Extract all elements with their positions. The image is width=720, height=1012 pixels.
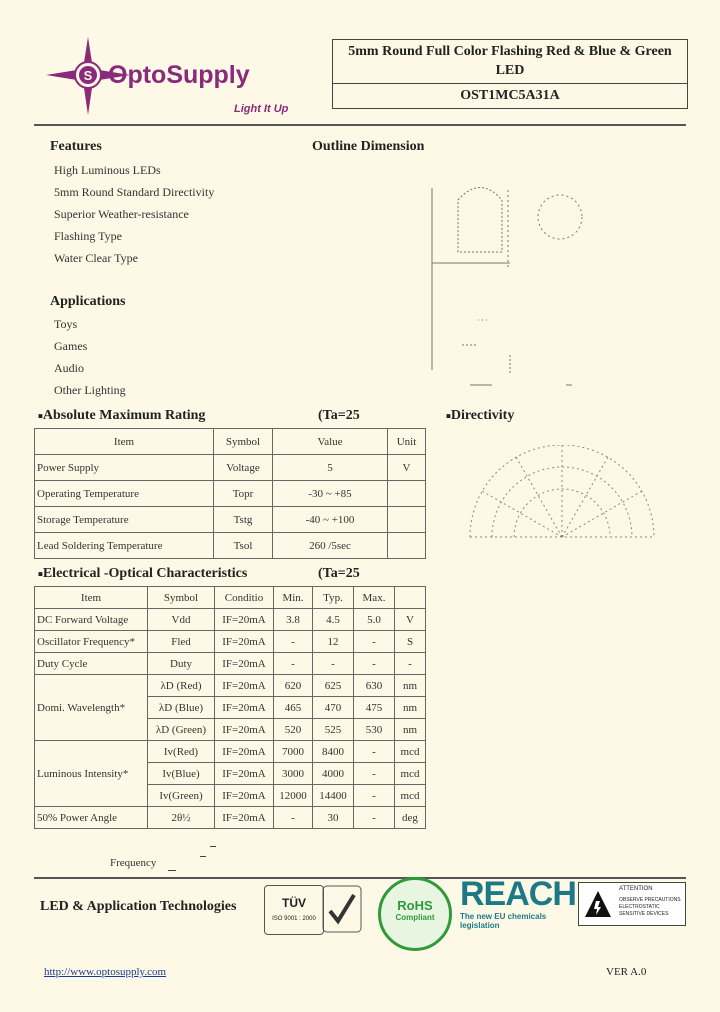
tuv-sub-label: ISO 9001 : 2000 — [272, 916, 316, 922]
directivity-heading — [446, 408, 514, 424]
table-row — [35, 533, 426, 559]
table-cell: Duty Cycle — [35, 653, 148, 675]
table-cell: - — [395, 653, 426, 675]
table-cell: 12 — [313, 631, 354, 653]
list-item: High Luminous LEDs — [54, 163, 161, 177]
electrical-table — [34, 586, 426, 829]
column-header: Conditio — [215, 587, 274, 609]
table-cell: V — [395, 609, 426, 631]
table-cell: - — [354, 807, 395, 829]
applications-list — [54, 317, 126, 405]
column-header: Symbol — [148, 587, 215, 609]
list-item: Audio — [54, 361, 84, 375]
note-dash — [210, 846, 216, 847]
features-list — [54, 163, 214, 273]
table-row — [35, 455, 426, 481]
table-cell: S — [395, 631, 426, 653]
table-cell: 465 — [274, 697, 313, 719]
esd-warning-box — [578, 882, 686, 926]
table-cell: IF=20mA — [215, 763, 274, 785]
column-header: Symbol — [214, 429, 273, 455]
esd-warning-icon — [583, 889, 613, 919]
table-row — [35, 653, 426, 675]
list-item: Flashing Type — [54, 229, 122, 243]
bullet-icon: ■ — [446, 411, 451, 421]
table-cell: IF=20mA — [215, 609, 274, 631]
table-cell: Iv(Red) — [148, 741, 215, 763]
table-cell: 2θ½ — [148, 807, 215, 829]
reach-label: REACH — [460, 875, 576, 913]
table-cell: - — [354, 653, 395, 675]
table-cell: Power Supply — [35, 455, 214, 481]
column-header: Typ. — [313, 587, 354, 609]
column-header: Item — [35, 429, 214, 455]
table-cell: - — [354, 763, 395, 785]
reach-sub-label: The new EU chemicals legislation — [460, 912, 547, 930]
features-heading: Features — [50, 139, 102, 154]
table-cell: DC Forward Voltage — [35, 609, 148, 631]
list-item: Other Lighting — [54, 383, 126, 397]
table-cell: 620 — [274, 675, 313, 697]
table-row — [35, 609, 426, 631]
table-cell: 3.8 — [274, 609, 313, 631]
table-cell: 470 — [313, 697, 354, 719]
table-cell: V — [388, 455, 426, 481]
brand-name: OptoSupply — [108, 61, 250, 89]
brand-tagline: Light It Up — [234, 103, 289, 115]
outline-drawing — [420, 170, 680, 400]
table-cell — [388, 533, 426, 559]
frequency-note: Frequency — [110, 857, 157, 869]
table-cell: IF=20mA — [215, 697, 274, 719]
table-cell: Iv(Blue) — [148, 763, 215, 785]
table-cell: - — [274, 631, 313, 653]
table-cell: Tsol — [214, 533, 273, 559]
table-cell: Storage Temperature — [35, 507, 214, 533]
table-cell: IF=20mA — [215, 785, 274, 807]
directivity-heading-text: Directivity — [450, 408, 515, 423]
table-cell: 7000 — [274, 741, 313, 763]
table-cell: - — [354, 631, 395, 653]
table-cell: IF=20mA — [215, 719, 274, 741]
table-row — [35, 507, 426, 533]
table-cell: λD (Green) — [148, 719, 215, 741]
electrical-condition: (Ta=25 — [318, 566, 360, 581]
rohs-label: RoHS — [397, 898, 433, 913]
table-cell: - — [274, 807, 313, 829]
list-item: Toys — [54, 317, 78, 331]
version-label: VER A.0 — [606, 966, 647, 978]
esd-line: SENSITIVE DEVICES — [619, 911, 669, 917]
table-row — [35, 807, 426, 829]
website-link[interactable]: http://www.optosupply.com — [44, 966, 167, 978]
table-row — [35, 631, 426, 653]
table-cell: nm — [395, 675, 426, 697]
table-row — [35, 675, 426, 697]
table-cell: IF=20mA — [215, 631, 274, 653]
table-cell: Luminous Intensity* — [35, 741, 148, 807]
table-cell: 630 — [354, 675, 395, 697]
svg-text:S: S — [83, 68, 93, 83]
footer-rule — [34, 877, 686, 879]
table-cell: 475 — [354, 697, 395, 719]
table-cell: 8400 — [313, 741, 354, 763]
table-cell: 525 — [313, 719, 354, 741]
table-cell: nm — [395, 697, 426, 719]
esd-line: OBSERVE PRECAUTIONS — [619, 897, 681, 903]
header-rule — [34, 124, 686, 126]
table-cell: IF=20mA — [215, 675, 274, 697]
table-cell: Iv(Green) — [148, 785, 215, 807]
table-cell: 4.5 — [313, 609, 354, 631]
esd-title: ATTENTION — [619, 886, 653, 892]
table-cell: - — [354, 785, 395, 807]
header-divider — [333, 83, 687, 84]
part-number: OST1MC5A31A — [460, 88, 560, 103]
table-cell: Duty — [148, 653, 215, 675]
absolute-heading — [38, 408, 205, 424]
table-cell: nm — [395, 719, 426, 741]
table-cell: λD (Blue) — [148, 697, 215, 719]
table-cell: 14400 — [313, 785, 354, 807]
electrical-heading — [38, 566, 247, 582]
table-cell: λD (Red) — [148, 675, 215, 697]
table-cell: Tstg — [214, 507, 273, 533]
table-cell: mcd — [395, 741, 426, 763]
list-item: 5mm Round Standard Directivity — [54, 185, 215, 199]
table-cell: 260 /5sec — [273, 533, 388, 559]
outline-heading: Outline Dimension — [312, 139, 425, 154]
column-header: Value — [273, 429, 388, 455]
list-item: Games — [54, 339, 88, 353]
table-cell: Lead Soldering Temperature — [35, 533, 214, 559]
table-cell: IF=20mA — [215, 807, 274, 829]
header-box — [332, 39, 688, 109]
table-cell: 12000 — [274, 785, 313, 807]
column-header: Unit — [388, 429, 426, 455]
table-cell: Oscillator Frequency* — [35, 631, 148, 653]
table-cell: IF=20mA — [215, 741, 274, 763]
table-cell: Fled — [148, 631, 215, 653]
esd-line: ELECTROSTATIC — [619, 904, 660, 910]
absolute-heading-text: Absolute Maximum Rating — [42, 408, 206, 423]
product-title: 5mm Round Full Color Flashing Red & Blue & Green LED — [348, 44, 672, 78]
table-cell: Topr — [214, 481, 273, 507]
directivity-diagram — [462, 445, 662, 545]
bullet-icon: ■ — [38, 569, 43, 579]
applications-heading: Applications — [50, 294, 126, 309]
table-cell: Vdd — [148, 609, 215, 631]
column-header: Min. — [274, 587, 313, 609]
list-item: Superior Weather-resistance — [54, 207, 189, 221]
column-header — [395, 587, 426, 609]
table-cell: deg — [395, 807, 426, 829]
table-cell: mcd — [395, 763, 426, 785]
electrical-heading-text: Electrical -Optical Characteristics — [42, 566, 248, 581]
table-cell: 30 — [313, 807, 354, 829]
company-name: LED & Application Technologies — [40, 899, 237, 914]
table-cell: Operating Temperature — [35, 481, 214, 507]
table-cell: 5.0 — [354, 609, 395, 631]
table-cell: 50% Power Angle — [35, 807, 148, 829]
rohs-badge — [378, 877, 452, 951]
table-cell: 3000 — [274, 763, 313, 785]
list-item: Water Clear Type — [54, 251, 138, 265]
table-cell: mcd — [395, 785, 426, 807]
table-cell: 4000 — [313, 763, 354, 785]
table-cell — [388, 507, 426, 533]
table-cell: 5 — [273, 455, 388, 481]
column-header: Max. — [354, 587, 395, 609]
table-cell: -30 ~ +85 — [273, 481, 388, 507]
table-cell: Domi. Wavelength* — [35, 675, 148, 741]
checkmark-cert-icon — [322, 885, 362, 933]
table-cell: 520 — [274, 719, 313, 741]
note-dash — [168, 870, 176, 871]
table-cell: - — [313, 653, 354, 675]
rohs-sub-label: Compliant — [395, 913, 435, 922]
table-cell: IF=20mA — [215, 653, 274, 675]
table-cell — [388, 481, 426, 507]
note-dash — [200, 856, 206, 857]
tuv-label: TÜV — [282, 896, 306, 910]
table-cell: -40 ~ +100 — [273, 507, 388, 533]
table-cell: - — [354, 741, 395, 763]
bullet-icon: ■ — [38, 411, 43, 421]
table-cell: Voltage — [214, 455, 273, 481]
tuv-cert-badge — [264, 885, 324, 935]
absolute-condition: (Ta=25 — [318, 408, 360, 423]
absolute-max-table — [34, 428, 426, 559]
brand-logo — [38, 35, 308, 120]
table-cell: - — [274, 653, 313, 675]
table-row — [35, 741, 426, 763]
table-row — [35, 481, 426, 507]
column-header: Item — [35, 587, 148, 609]
table-cell: 530 — [354, 719, 395, 741]
table-cell: 625 — [313, 675, 354, 697]
reach-logo — [460, 875, 576, 930]
